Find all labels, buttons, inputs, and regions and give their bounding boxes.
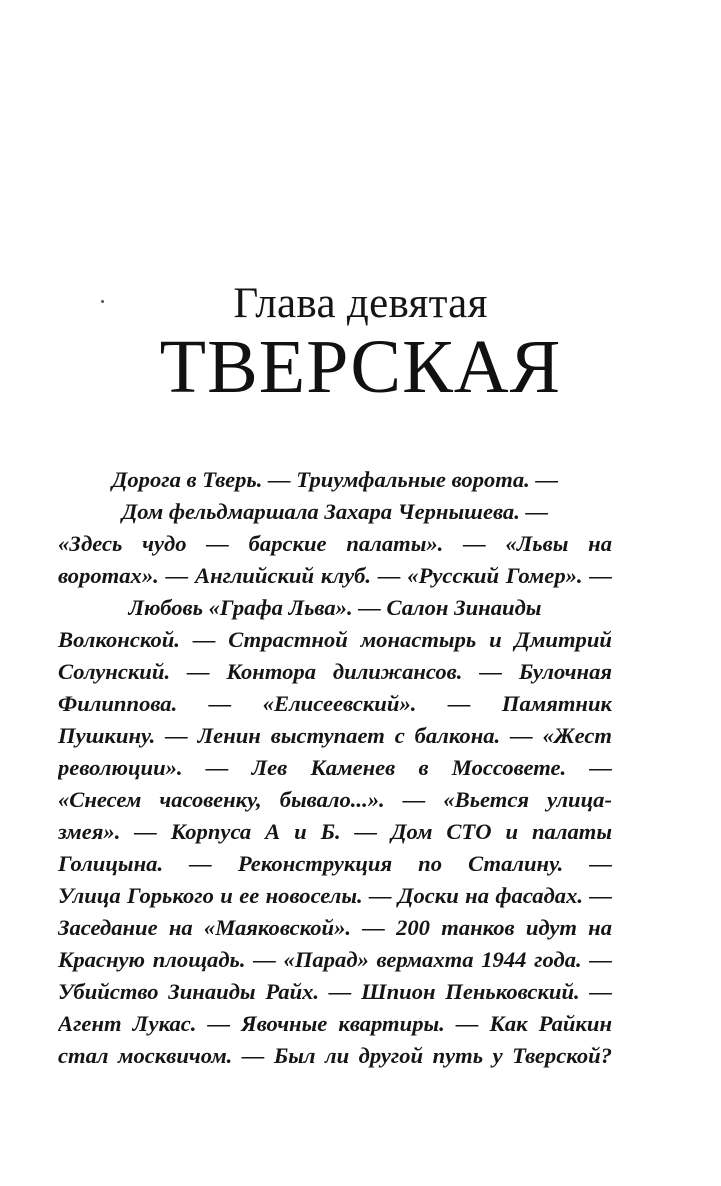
summary-line: Дом фельдмаршала Захара Чернышева. — — [121, 499, 549, 524]
summary-line: Пушкину. — Ленин выступает с балкона. — «Жест — [58, 723, 612, 748]
summary-line: Дорога в Тверь. — Триумфальные ворота. — — [111, 467, 559, 492]
summary-line: Заседание на «Маяковской». — 200 танков идут на — [58, 915, 612, 940]
summary-line: воротах». — Английский клуб. — «Русский Гомер». — — [58, 563, 612, 588]
summary-line: Убийство Зинаиды Райх. — Шпион Пеньковский. — — [58, 979, 612, 1004]
chapter-number-label: Глава девятая — [233, 280, 488, 327]
summary-line: Любовь «Графа Льва». — Салон Зинаиды — [128, 595, 542, 620]
summary-line: Солунский. — Контора дилижансов. — Булочная — [58, 659, 612, 684]
summary-line: «Снесем часовенку, бывало...». — «Вьется улица- — [58, 787, 612, 812]
summary-line: Волконской. — Страстной монастырь и Дмитрий — [58, 627, 612, 652]
summary-line: Красную площадь. — «Парад» вермахта 1944 года. — — [58, 947, 612, 972]
chapter-summary — [58, 464, 612, 1072]
summary-line: Голицына. — Реконструкция по Сталину. — — [58, 851, 612, 876]
summary-line: Агент Лукас. — Явочные квартиры. — Как Райкин — [58, 1011, 612, 1036]
summary-line: стал москвичом. — Был ли другой путь у Тверской? — [58, 1043, 612, 1068]
summary-line: Улица Горького и ее новоселы. — Доски на фасадах. — — [58, 883, 612, 908]
summary-line: змея». — Корпуса А и Б. — Дом СТО и палаты — [58, 819, 612, 844]
summary-line: революции». — Лев Каменев в Моссовете. — — [58, 755, 612, 780]
chapter-title: ТВЕРСКАЯ — [159, 325, 562, 409]
summary-line: Филиппова. — «Елисеевский». — Памятник — [58, 691, 612, 716]
summary-line: «Здесь чудо — барские палаты». — «Львы на — [58, 531, 612, 556]
